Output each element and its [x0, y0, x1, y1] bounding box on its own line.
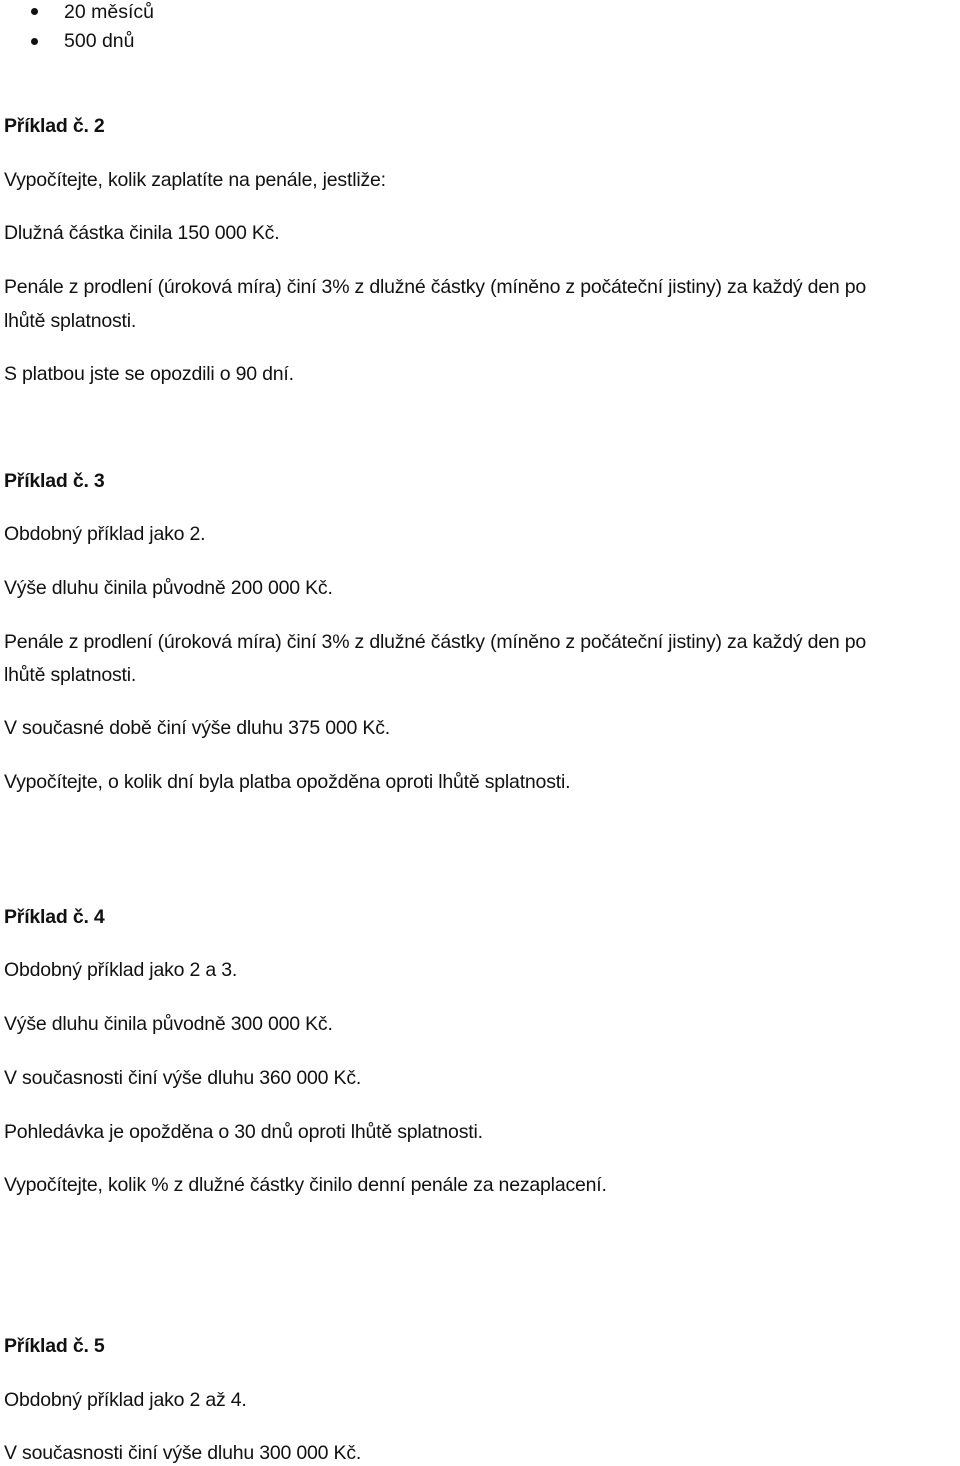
- example-2-line: Vypočítejte, kolik zaplatíte na penále, jestliže:: [4, 169, 386, 191]
- example-3-line: V současné době činí výše dluhu 375 000 Kč.: [4, 717, 390, 739]
- example-5-line: V současnosti činí výše dluhu 300 000 Kč.: [4, 1442, 362, 1464]
- example-3-line: Vypočítejte, o kolik dní byla platba opožděna oproti lhůtě splatnosti.: [4, 771, 571, 793]
- example-4-heading: Příklad č. 4: [4, 906, 105, 928]
- example-4-line: Obdobný příklad jako 2 a 3.: [4, 959, 238, 981]
- example-3-line: Výše dluhu činila původně 200 000 Kč.: [4, 577, 333, 599]
- example-5-line: Obdobný příklad jako 2 až 4.: [4, 1389, 247, 1411]
- bullet-item: 20 měsíců: [64, 1, 154, 23]
- example-3-line: Penále z prodlení (úroková míra) činí 3% z dlužné částky (míněno z počáteční jistiny) za každý den po: [4, 631, 867, 653]
- bullet-dot: [31, 38, 38, 45]
- example-2-line: Penále z prodlení (úroková míra) činí 3% z dlužné částky (míněno z počáteční jistiny) za každý den po: [4, 276, 867, 298]
- example-4-line: Pohledávka je opožděna o 30 dnů oproti lhůtě splatnosti.: [4, 1121, 483, 1143]
- example-2-line: lhůtě splatnosti.: [4, 310, 137, 332]
- example-3-line: Obdobný příklad jako 2.: [4, 523, 206, 545]
- example-3-line: lhůtě splatnosti.: [4, 664, 137, 686]
- bullet-dot: [31, 8, 38, 15]
- bullet-item: 500 dnů: [64, 30, 135, 52]
- example-5-heading: Příklad č. 5: [4, 1335, 105, 1357]
- example-4-line: Vypočítejte, kolik % z dlužné částky činilo denní penále za nezaplacení.: [4, 1174, 607, 1196]
- example-4-line: V současnosti činí výše dluhu 360 000 Kč.: [4, 1067, 362, 1089]
- example-2-line: S platbou jste se opozdili o 90 dní.: [4, 363, 294, 385]
- example-3-heading: Příklad č. 3: [4, 470, 105, 492]
- example-2-line: Dlužná částka činila 150 000 Kč.: [4, 222, 280, 244]
- example-2-heading: Příklad č. 2: [4, 115, 105, 137]
- example-4-line: Výše dluhu činila původně 300 000 Kč.: [4, 1013, 333, 1035]
